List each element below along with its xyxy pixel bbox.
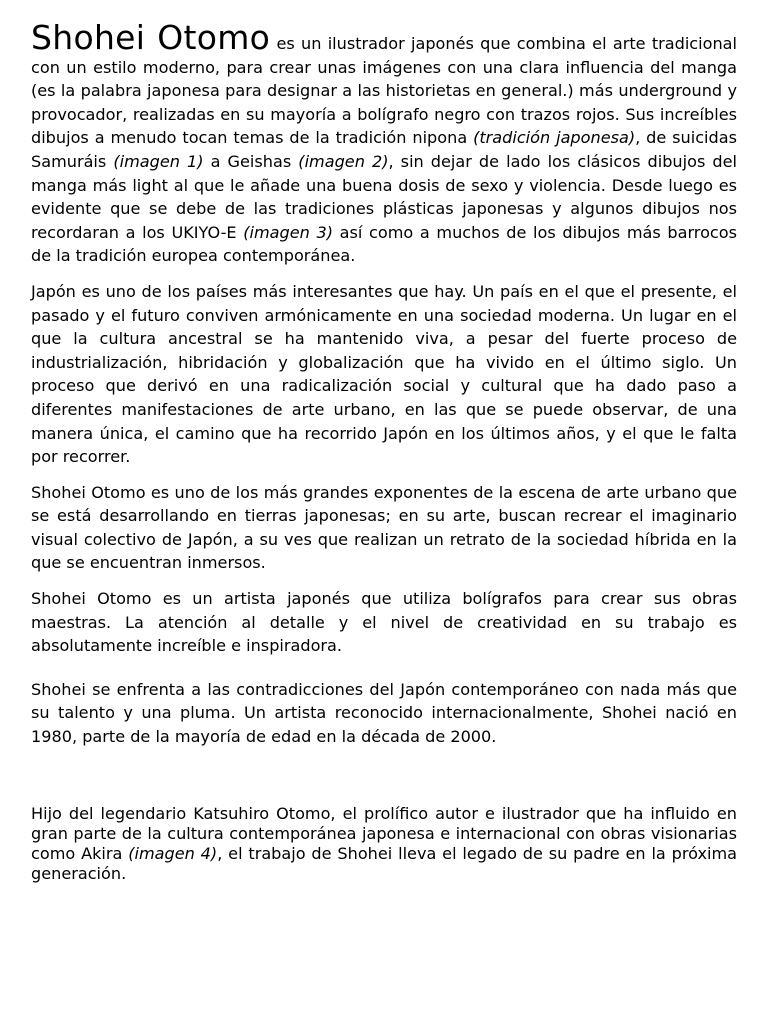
- legacy-text-2: , el trabajo de Shohei lleva el legado de su padre en la próxima generación.: [31, 843, 737, 883]
- document-page: [31, 18, 738, 884]
- paragraph-pens: Shohei Otomo es un artista japonés que utiliza bolígrafos para crear sus obras maestras. La atención al detalle y el nivel de creatividad en su trabajo es absolutamente increíble e inspiradora.: [31, 589, 737, 656]
- legacy-emphasis-imagen-4: (imagen 4): [128, 843, 218, 863]
- intro-emphasis-imagen-3: (imagen 3): [243, 222, 334, 242]
- paragraph-intro: [31, 18, 738, 268]
- intro-emphasis-imagen-1: (imagen 1): [113, 151, 204, 171]
- intro-text-4: , sin dejar de lado los clásicos dibujos del manga más light al que le añade una buena dosis de sexo y violencia. Desde luego es evidente que se debe de las tradiciones plásticas japonesas y algunos dibujos nos recordaran a los UKIYO-E: [31, 151, 737, 242]
- artist-name-title: Shohei Otomo: [31, 18, 271, 57]
- intro-text-3: a Geishas: [203, 151, 299, 171]
- paragraph-japan: Japón es uno de los países más interesantes que hay. Un país en el que el presente, el pasado y el futuro conviven armónicamente en una sociedad moderna. Un lugar en el que la cultura ancestral se ha mantenido viva, a pesar del fuerte proceso de industrialización, hibridación y globalización que ha vivido en el último siglo. Un proceso que derivó en una radicalización social y cultural que ha dado paso a diferentes manifestaciones de arte urbano, en las que se puede observar, de una manera única, el camino que ha recorrido Japón en los últimos años, y el que le falta por recorrer.: [31, 281, 737, 467]
- intro-emphasis-tradicion: (tradición japonesa): [473, 128, 636, 148]
- intro-text-1: es un ilustrador japonés que combina el arte tradicional con un estilo moderno, para crear unas imágenes con una clara influencia del manga (es la palabra japonesa para designar a las historietas en general.) más underground y provocador, realizadas en su mayoría a bolígrafo negro con trazos rojos. Sus increíbles dibujos a menudo tocan temas de la tradición nipona: [31, 34, 738, 148]
- legacy-text-1: Hijo del legendario Katsuhiro Otomo, el prolífico autor e ilustrador que ha influido en gran parte de la cultura contemporánea japonesa e internacional con obras visionarias como Akira: [31, 803, 737, 863]
- paragraph-contradictions: Shohei se enfrenta a las contradicciones del Japón contemporáneo con nada más que su talento y una pluma. Un artista reconocido internacionalmente, Shohei nació en 1980, parte de la mayoría de edad en la década de 2000.: [31, 679, 737, 747]
- intro-text-2: , de suicidas Samuráis: [31, 128, 737, 171]
- intro-text-5: así como a muchos de los dibujos más barrocos de la tradición europea contemporánea.: [31, 222, 737, 266]
- intro-emphasis-imagen-2: (imagen 2): [298, 151, 389, 171]
- paragraph-legacy: [31, 804, 737, 884]
- paragraph-urban-art: Shohei Otomo es uno de los más grandes exponentes de la escena de arte urbano que se está desarrollando en tierras japonesas; en su arte, buscan recrear el imaginario visual colectivo de Japón, a su ves que realizan un retrato de la sociedad híbrida en la que se encuentran inmersos.: [31, 482, 737, 573]
